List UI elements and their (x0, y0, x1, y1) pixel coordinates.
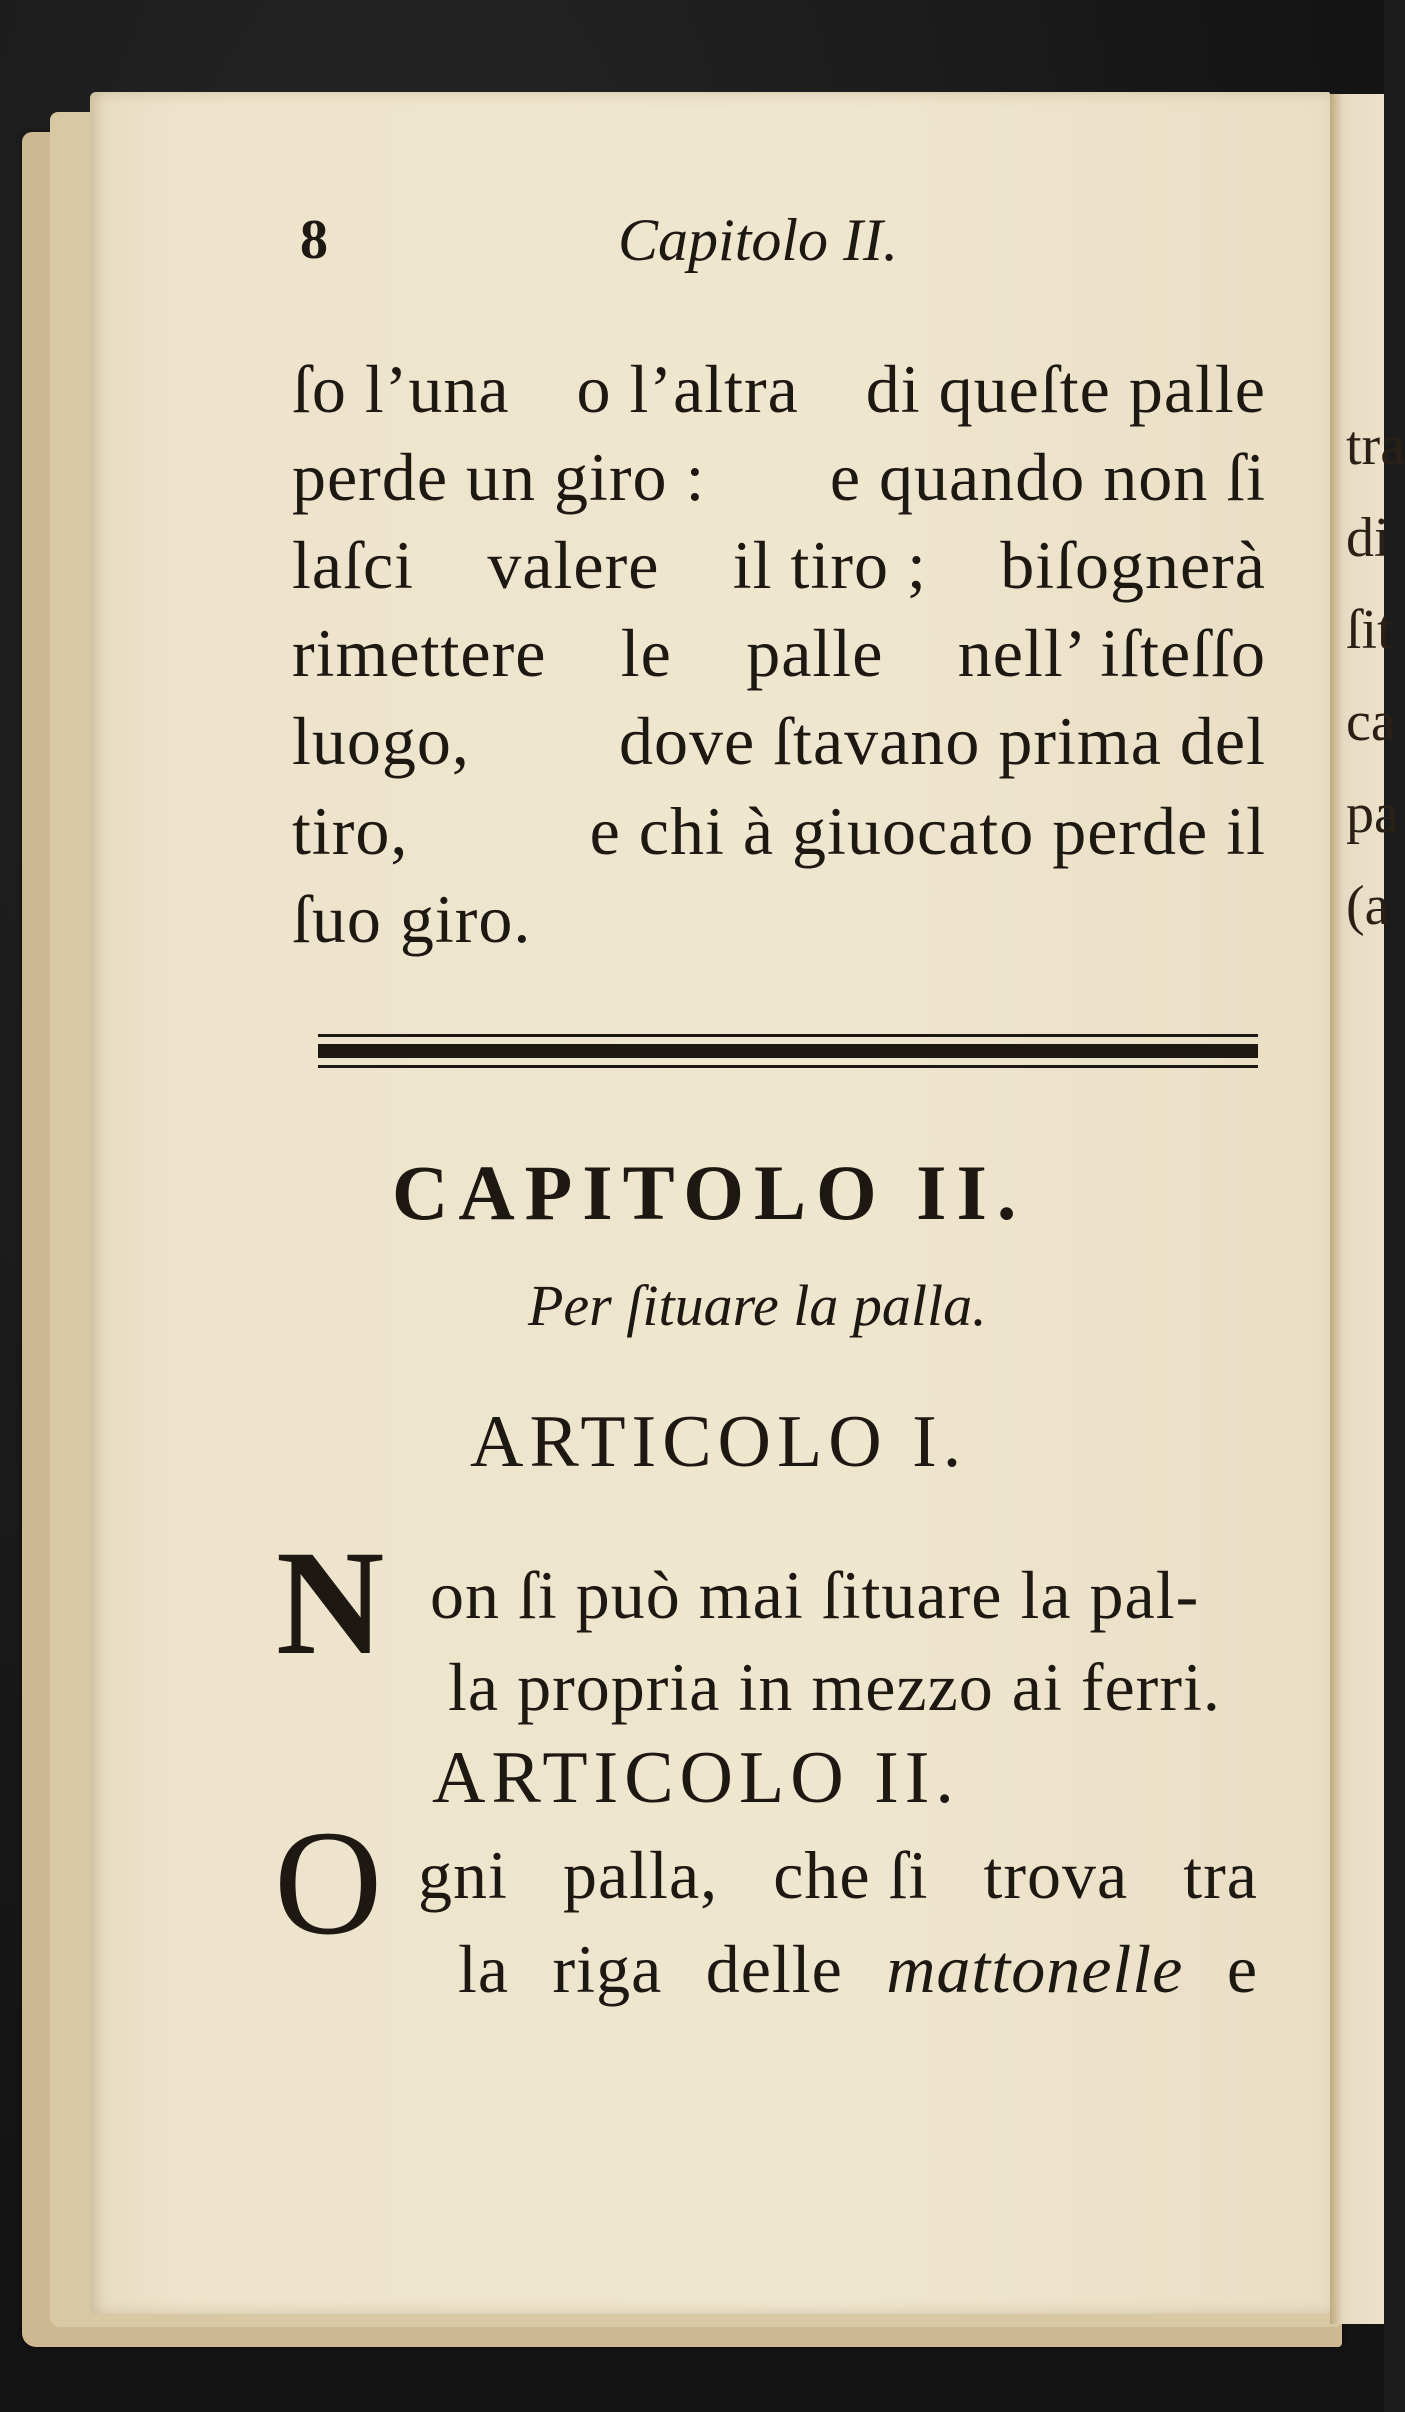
article-heading: ARTICOLO I. (470, 1401, 968, 1483)
facing-fragment: ſit (1346, 599, 1393, 661)
text-line: on ſi può mai ſituare la pal- (430, 1557, 1200, 1633)
text-line: laſci valere il tiro ; biſognerà (292, 527, 1266, 603)
drop-cap: N (276, 1520, 385, 1686)
text-line: gni palla, che ſi trova tra (418, 1837, 1258, 1913)
chapter-subtitle: Per ſituare la palla. (528, 1273, 987, 1338)
text-line: ſuo giro. (292, 881, 532, 957)
facing-fragment: di (1346, 507, 1390, 569)
facing-page-text (1346, 400, 1405, 952)
facing-fragment: pa (1346, 783, 1399, 845)
facing-fragment: (a (1346, 875, 1390, 937)
text-line: luogo, dove ſtavano prima del (292, 703, 1266, 779)
text-line: la riga delle mattonelle e (458, 1931, 1258, 2007)
rule-bottom (318, 1065, 1258, 1068)
text-line: rimettere le palle nell’ iſteſſo (292, 615, 1266, 691)
text-line: perde un giro : e quando non ſi (292, 439, 1266, 515)
running-title: Capitolo II. (618, 207, 898, 273)
text-line: ſo l’una o l’altra di queſte palle (292, 351, 1266, 427)
rule-ornament (318, 1044, 1258, 1058)
chapter-heading: CAPITOLO II. (392, 1149, 1027, 1236)
text-line: tiro, e chi à giuocato perde il (292, 793, 1266, 869)
drop-cap: O (274, 1800, 383, 1966)
rule-top (318, 1034, 1258, 1037)
article-heading: ARTICOLO II. (432, 1737, 960, 1819)
facing-fragment: ca (1346, 691, 1396, 753)
page-number: 8 (300, 209, 328, 271)
facing-fragment: tra (1346, 415, 1405, 477)
text-line: la propria in mezzo ai ferri. (448, 1649, 1221, 1725)
